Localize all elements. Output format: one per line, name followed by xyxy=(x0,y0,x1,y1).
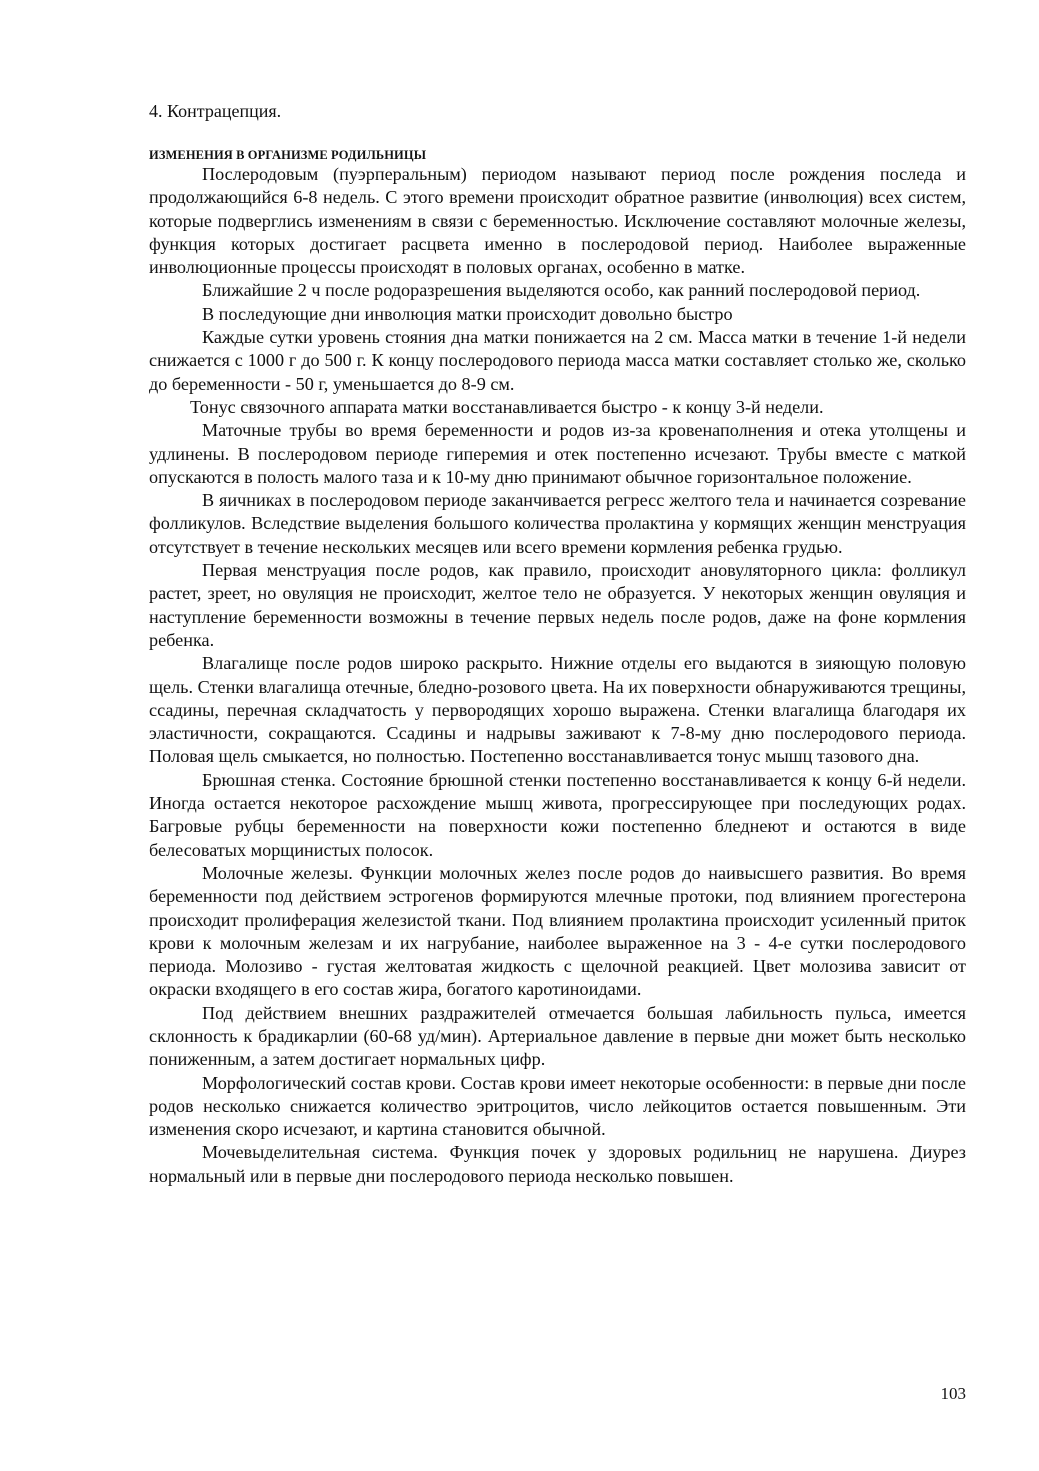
section-heading: ИЗМЕНЕНИЯ В ОРГАНИЗМЕ РОДИЛЬНИЦЫ xyxy=(149,148,427,162)
paragraph: Ближайшие 2 ч после родоразрешения выделяются особо, как ранний послеродовой период. xyxy=(202,280,921,301)
paragraph: Влагалище после родов широко раскрыто. Нижние отделы его выдаются в зияющую половую щель. Стенки влагалища отечные, бледно-розового цвета. На их поверхности обнаруживаются трещины, ссадины, перечная складчатость у первородящих хорошо выражена. Стенки влагалища благодаря их эластичности, сокращаются. Ссадины и надрывы заживают к 7-8-му дню послеродового периода. Половая щель смыкается, но полностью. Постепенно восстанавливается тонус мышц тазового дна. xyxy=(149,653,966,767)
paragraph: Брюшная стенка. Состояние брюшной стенки постепенно восстанавливается к концу 6-й недели. Иногда остается некоторое расхождение мышц живота, прогрессирующее при последующих родах. Багровые рубцы беременности на поверхности кожи постепенно бледнеют и остаются в виде белесоватых морщинистых полосок. xyxy=(149,769,966,860)
paragraph: Морфологический состав крови. Состав крови имеет некоторые особенности: в первые дни после родов несколько снижается количество эритроцитов, число лейкоцитов остается повышенным. Эти изменения скоро исчезают, и картина становится обычной. xyxy=(149,1072,966,1140)
paragraph: Под действием внешних раздражителей отмечается большая лабильность пульса, имеется склонность к брадикарлии (60-68 уд/мин). Артериальное давление в первые дни может быть несколько пониженным, а затем достигает нормальных цифр. xyxy=(149,1002,966,1070)
paragraph: Послеродовым (пуэрперальным) периодом называют период после рождения последа и продолжающийся 6-8 недель. С этого времени происходит обратное развитие (инволюция) всех систем, которые подверглись изменениям в связи с беременностью. Исключение составляют молочные железы, функция которых достигает расцвета именно в послеродовой период. Наиболее выраженные инволюционные процессы происходят в половых органах, особенно в матке. xyxy=(149,164,966,278)
paragraph: Мочевыделительная система. Функция почек у здоровых родильниц не нарушена. Диурез нормальный или в первые дни послеродового периода несколько повышен. xyxy=(149,1142,966,1186)
paragraph: Тонус связочного аппарата матки восстанавливается быстро - к концу 3-й недели. xyxy=(190,396,824,417)
page-content xyxy=(149,100,966,1188)
paragraph: Первая менструация после родов, как правило, происходит ановуляторного цикла: фолликул растет, зреет, но овуляция не происходит, желтое тело не образуется. У некоторых женщин овуляция и наступление беременности возможны в течение первых недель после родов, даже на фоне кормления ребенка. xyxy=(149,560,966,650)
paragraph: В яичниках в послеродовом периоде заканчивается регресс желтого тела и начинается созревание фолликулов. Вследствие выделения большого количества пролактина у кормящих женщин менструация отсутствует в течение нескольких месяцев или всего времени кормления ребенка грудью. xyxy=(149,490,966,557)
page-number: 103 xyxy=(940,1384,966,1403)
paragraph: Молочные железы. Функции молочных желез после родов до наивысшего развития. Во время беременности под действием эстрогенов формируются млечные протоки, под влиянием прогестерона происходит пролиферация железистой ткани. Под влиянием пролактина происходит усиленный приток крови к молочным железам и их нагрубание, наиболее выраженное на 3 - 4-е сутки послеродового периода. Молозиво - густая желтоватая жидкость с щелочной реакцией. Цвет молозива зависит от окраски входящего в его состав жира, богатого каротиноидами. xyxy=(149,862,966,1000)
list-item-contraception: 4. Контрацепция. xyxy=(149,101,282,121)
paragraph: В последующие дни инволюция матки происходит довольно быстро xyxy=(202,303,733,324)
paragraph: Каждые сутки уровень стояния дна матки понижается на 2 см. Масса матки в течение 1-й недели снижается с 1000 г до 500 г. К концу послеродового периода масса матки составляет столько же, сколько до беременности - 50 г, уменьшается до 8-9 см. xyxy=(149,327,966,394)
paragraph: Маточные трубы во время беременности и родов из-за кровенаполнения и отека утолщены и удлинены. В послеродовом периоде гиперемия и отек постепенно исчезают. Трубы вместе с маткой опускаются в полость малого таза и к 10-му дню принимают обычное горизонтальное положение. xyxy=(149,420,966,487)
